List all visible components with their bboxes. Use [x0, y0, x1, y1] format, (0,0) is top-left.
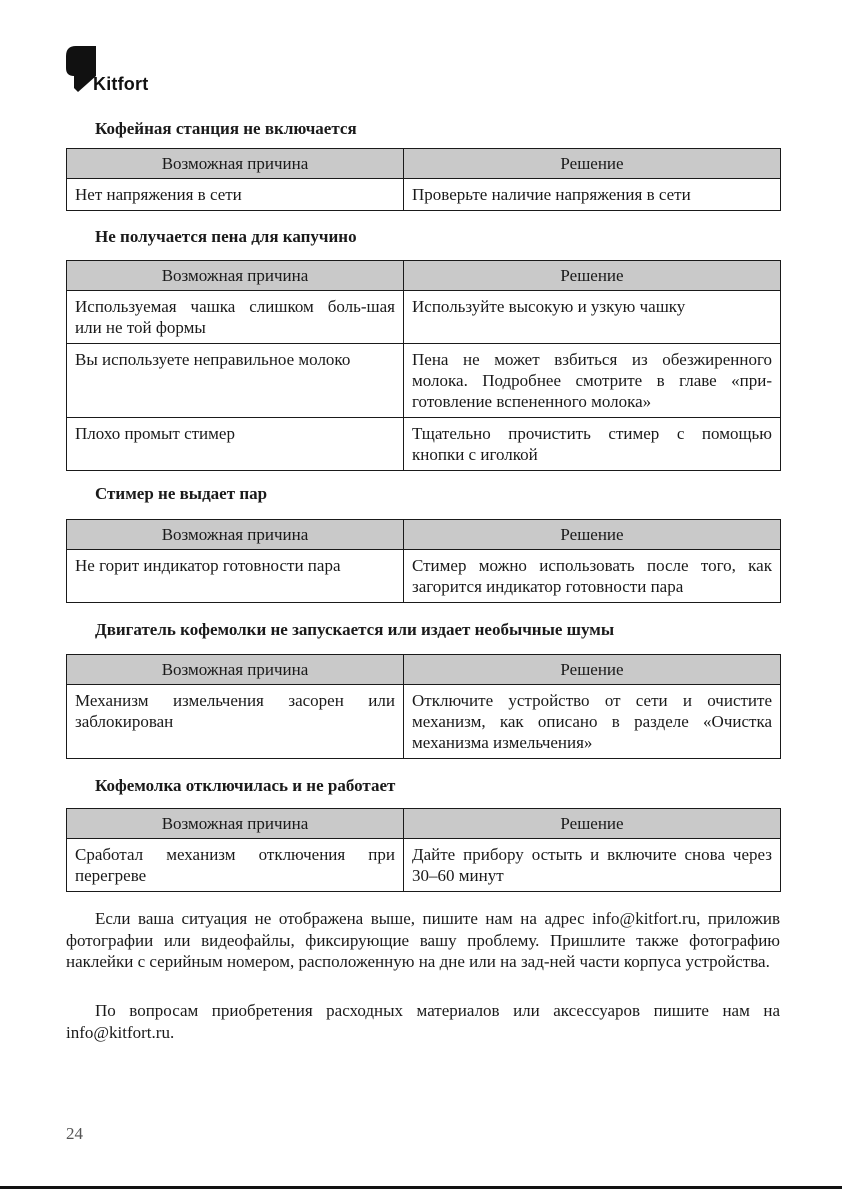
solution-cell: Дайте прибору остыть и включите снова через 30–60 минут — [404, 839, 781, 892]
troubleshooting-table — [66, 654, 781, 759]
solution-cell: Стимер можно использовать после того, как загорится индикатор готовности пара — [404, 550, 781, 603]
header-cause: Возможная причина — [67, 261, 404, 291]
table-row — [67, 344, 781, 418]
cause-cell: Механизм измельчения засорен или заблокирован — [67, 685, 404, 759]
cause-cell: Сработал механизм отключения при перегреве — [67, 839, 404, 892]
table-header-row — [67, 655, 781, 685]
troubleshooting-table — [66, 148, 781, 211]
table-row — [67, 418, 781, 471]
cause-cell: Нет напряжения в сети — [67, 179, 404, 211]
cause-cell: Плохо промыт стимер — [67, 418, 404, 471]
troubleshooting-table — [66, 519, 781, 603]
header-solution: Решение — [404, 809, 781, 839]
table-header-row — [67, 149, 781, 179]
cause-cell: Вы используете неправильное молоко — [67, 344, 404, 418]
table-header-row — [67, 809, 781, 839]
header-cause: Возможная причина — [67, 149, 404, 179]
table-row — [67, 179, 781, 211]
solution-cell: Проверьте наличие напряжения в сети — [404, 179, 781, 211]
header-solution: Решение — [404, 261, 781, 291]
table-row — [67, 291, 781, 344]
section-title: Кофейная станция не включается — [95, 119, 357, 138]
header-cause: Возможная причина — [67, 809, 404, 839]
header-solution: Решение — [404, 149, 781, 179]
contact-paragraph: Если ваша ситуация не отображена выше, пишите нам на адрес info@kitfort.ru, приложив фотографии или видеофайлы, фиксирующие вашу проблему. Пришлите также фотографию наклейки с серийным номером, расположенную на дне или на зад-ней части корпуса устройства. — [66, 909, 780, 971]
header-solution: Решение — [404, 520, 781, 550]
section-title: Стимер не выдает пар — [95, 484, 268, 503]
troubleshooting-table — [66, 260, 781, 471]
table-row — [67, 685, 781, 759]
brand-name: Kitfort — [93, 74, 149, 94]
solution-cell: Тщательно прочистить стимер с помощью кнопки с иголкой — [404, 418, 781, 471]
accessories-paragraph: По вопросам приобретения расходных материалов или аксессуаров пишите нам на info@kitfort.ru. — [66, 1001, 780, 1042]
header-cause: Возможная причина — [67, 520, 404, 550]
kitfort-logo-mark — [66, 46, 96, 92]
solution-cell: Отключите устройство от сети и очистите механизм, как описано в разделе «Очистка механизма измельчения» — [404, 685, 781, 759]
page-number: 24 — [66, 1124, 83, 1143]
header-cause: Возможная причина — [67, 655, 404, 685]
table-row — [67, 550, 781, 603]
troubleshooting-table — [66, 808, 781, 892]
section-title: Кофемолка отключилась и не работает — [95, 776, 396, 795]
solution-cell: Используйте высокую и узкую чашку — [404, 291, 781, 344]
cause-cell: Не горит индикатор готовности пара — [67, 550, 404, 603]
solution-cell: Пена не может взбиться из обезжиренного молока. Подробнее смотрите в главе «при-готовление вспененного молока» — [404, 344, 781, 418]
table-header-row — [67, 520, 781, 550]
kitfort-logo — [66, 46, 176, 100]
section-title: Двигатель кофемолки не запускается или издает необычные шумы — [95, 620, 615, 639]
section-title: Не получается пена для капучино — [95, 227, 357, 246]
header-solution: Решение — [404, 655, 781, 685]
table-row — [67, 839, 781, 892]
table-header-row — [67, 261, 781, 291]
cause-cell: Используемая чашка слишком боль-шая или не той формы — [67, 291, 404, 344]
